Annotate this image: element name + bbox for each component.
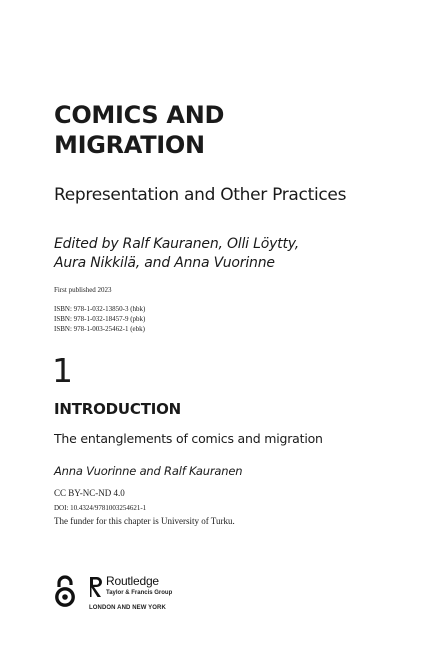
license-text: CC BY-NC-ND 4.0 <box>54 488 125 498</box>
book-subtitle: Representation and Other Practices <box>54 185 347 205</box>
isbn-hbk: ISBN: 978-1-032-13850-3 (hbk) <box>54 305 146 313</box>
isbn-pbk: ISBN: 978-1-032-18457-9 (pbk) <box>54 315 146 323</box>
publisher-cities: LONDON AND NEW YORK <box>89 605 166 611</box>
publisher-name: Routledge <box>106 574 159 588</box>
chapter-subtitle: The entanglements of comics and migration <box>54 431 323 446</box>
book-title-line-1: COMICS AND <box>54 101 225 129</box>
editors-line-1: Edited by Ralf Kauranen, Olli Löytty, <box>54 236 300 252</box>
publisher-group: Taylor & Francis Group <box>106 590 173 596</box>
chapter-number: 1 <box>52 351 73 390</box>
book-title <box>54 100 224 160</box>
editors-line-2: Aura Nikkilä, and Anna Vuorinne <box>54 255 275 271</box>
chapter-authors: Anna Vuorinne and Ralf Kauranen <box>54 464 243 478</box>
chapter-title: INTRODUCTION <box>54 400 182 418</box>
first-published: First published 2023 <box>54 286 112 294</box>
funder-note: The funder for this chapter is University of Turku. <box>54 516 235 526</box>
book-title-line-2: MIGRATION <box>54 131 205 159</box>
doi-text: DOI: 10.4324/9781003254621-1 <box>54 504 147 512</box>
routledge-r-icon <box>89 576 103 598</box>
open-access-icon <box>52 574 78 608</box>
isbn-list <box>54 304 145 334</box>
isbn-ebk: ISBN: 978-1-003-25462-1 (ebk) <box>54 325 145 333</box>
editors <box>54 235 299 273</box>
